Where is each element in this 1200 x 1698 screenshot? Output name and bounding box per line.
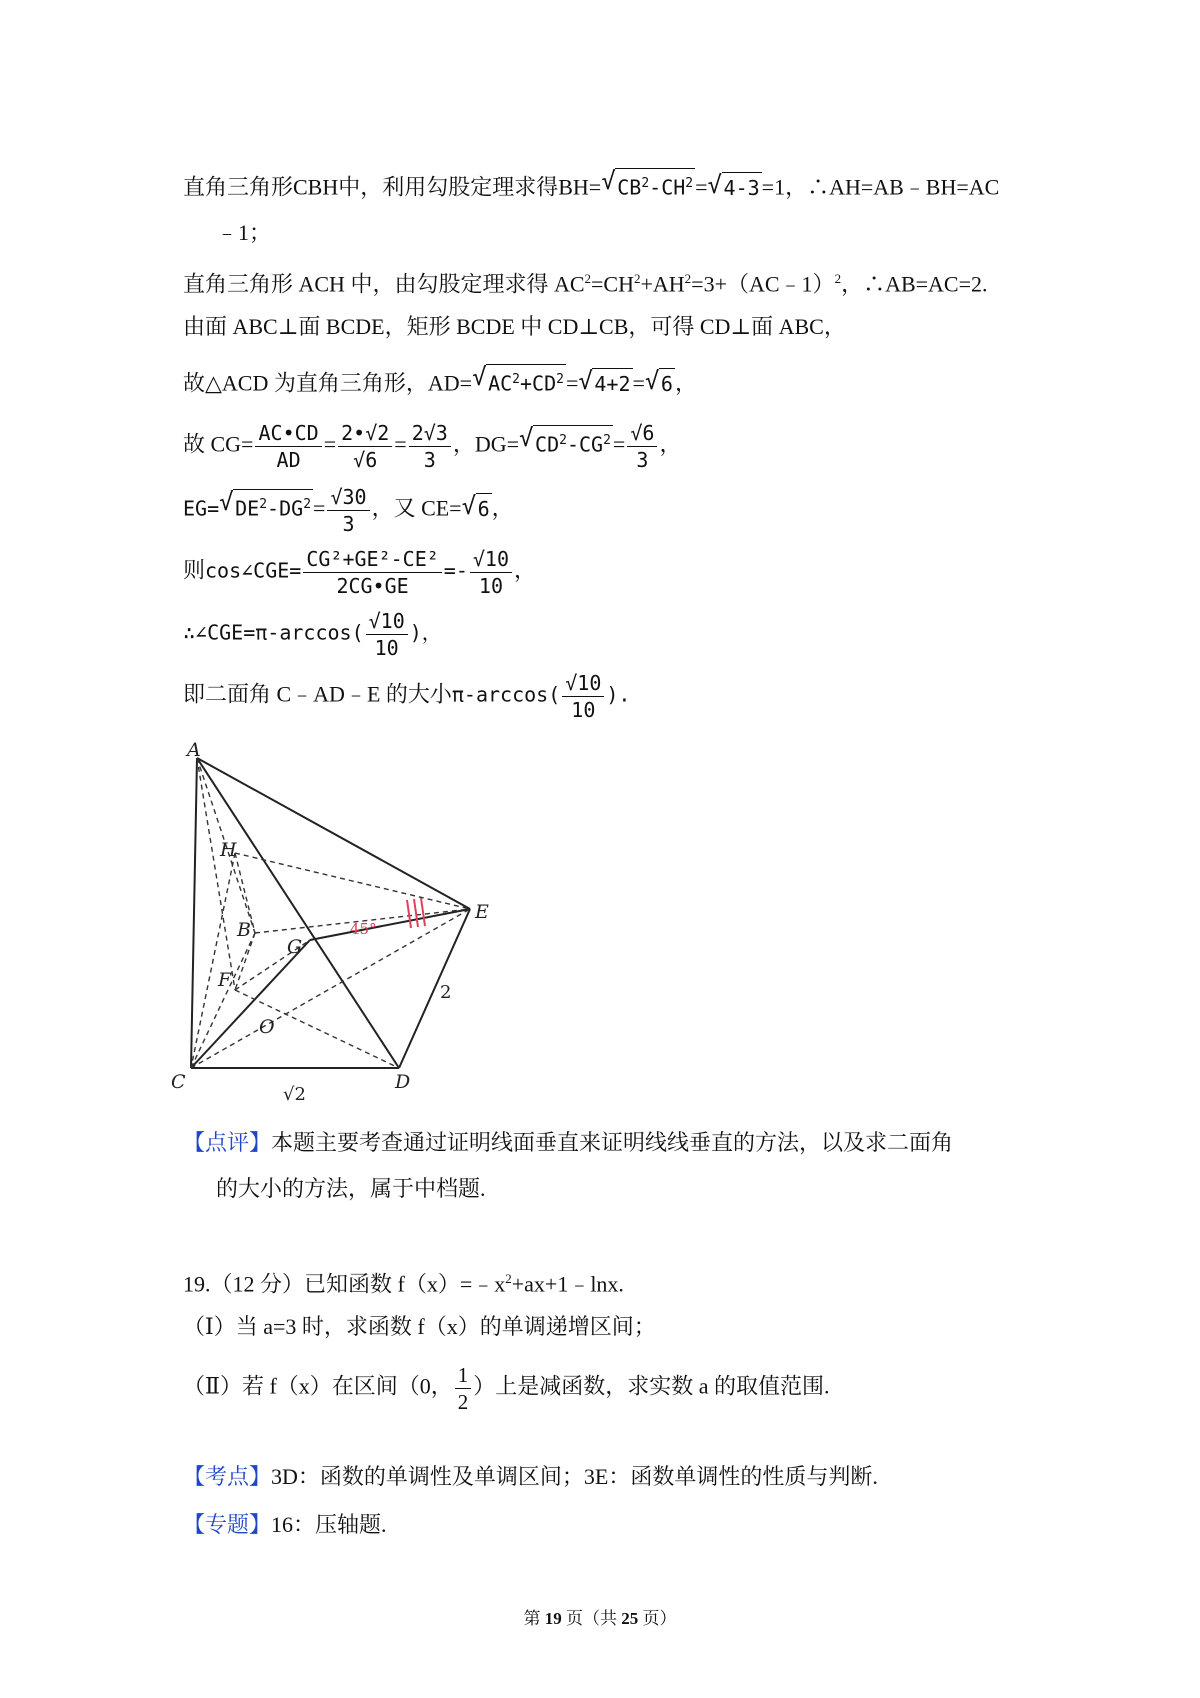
label-a: A: [187, 739, 201, 761]
label-h: H: [220, 839, 237, 861]
comment-line-1: 【点评】本题主要考查通过证明线面垂直来证明线线垂直的方法，以及求二面角: [183, 1130, 954, 1155]
question-19-part-1: （Ⅰ）当 a=3 时，求函数 f（x）的单调递增区间；: [183, 1314, 656, 1339]
angle-mark: [407, 898, 425, 928]
solution-line-3: 直角三角形 ACH 中，由勾股定理求得 $AC^2=CH^2+AH^2=3+(AC﹣1)^2$，∴AB=AC=2.: [183, 271, 988, 297]
edge-ad: [197, 758, 399, 1068]
solution-line-4: 由面 ABC⊥面 BCDE，矩形 BCDE 中 CD⊥CB，可得 CD⊥面 ABC，: [183, 314, 846, 339]
solution-line-2: ﹣1；: [216, 220, 272, 245]
solution-line-7: EG=√ $DE^2-DG^2=$ $\frac{√30}{3}$ ，又 CE=√ 6，: [183, 484, 514, 537]
question-19-part-2: （Ⅱ）若 f（x）在区间（0， $\frac{1}{2}$ ）上是减函数，求实数 a 的取值范围.: [183, 1363, 830, 1414]
solution-line-8: 则cos∠CGE= $\frac{\text{CG²+GE²-CE²}}{2CG•GE}$ =- $\frac{√10}{10}$ ，: [183, 547, 537, 598]
edge-bc: [191, 933, 255, 1068]
edge-ge: [310, 909, 470, 940]
angle-label: 45°: [350, 920, 377, 938]
label-g: G: [287, 936, 303, 958]
label-c: C: [171, 1071, 186, 1093]
label-d: D: [395, 1071, 411, 1093]
edge-ce: [191, 909, 470, 1068]
question-19-title: 19.（12 分）已知函数 $f(x)=﹣x^2+ax+1﹣\ln x$.: [183, 1271, 624, 1297]
solution-line-6: 故 CG= $\frac{AC•CD}{AD}$ = $\frac{2•√2}{√6}$ = $\frac{2√3}{3}$ ，DG=√ $CD^2-CG^2=$ $\frac{√6}{3}$ ，: [183, 420, 681, 473]
page-footer: 第 19 页（共 25 页）: [523, 1609, 677, 1628]
edge-de: [399, 909, 470, 1068]
label-o: O: [259, 1016, 275, 1038]
comment-line-2: 的大小的方法，属于中档题.: [216, 1176, 486, 1201]
edge-label-de: 2: [440, 982, 452, 1003]
label-f: F: [218, 969, 232, 991]
label-e: E: [475, 901, 489, 923]
solution-line-5: 故△ACD 为直角三角形，AD=√ $AC^2+CD^2=√$ 4+2=√ 6，: [183, 364, 697, 399]
zhuanti-tag: 【专题】: [183, 1512, 272, 1537]
solution-line-1: 直角三角形CBH中，利用勾股定理求得BH=√ $CB^2-CH^2=√$ 4-3=1，∴AH=AB﹣BH=AC: [183, 168, 999, 203]
edge-cg: [191, 940, 310, 1068]
kaodian-tag: 【考点】: [183, 1464, 272, 1489]
edge-ac: [191, 758, 197, 1068]
comment-tag: 【点评】: [183, 1130, 272, 1155]
figure-dashed-edges: [191, 758, 470, 1068]
geometry-figure: [171, 728, 505, 1108]
zhuanti-line: 【专题】16：压轴题.: [183, 1512, 387, 1537]
label-b: B: [237, 919, 251, 941]
solution-line-10: 即二面角 C﹣AD﹣E 的大小π-arccos( $\frac{√10}{10}$ ).: [183, 671, 631, 722]
edge-label-cd: √2: [283, 1084, 306, 1105]
edge-ae: [197, 758, 470, 909]
solution-line-9: ∴∠CGE=π-arccos( $\frac{√10}{10}$ )，: [183, 609, 442, 660]
kaodian-line: 【考点】3D：函数的单调性及单调区间；3E：函数单调性的性质与判断.: [183, 1464, 878, 1489]
